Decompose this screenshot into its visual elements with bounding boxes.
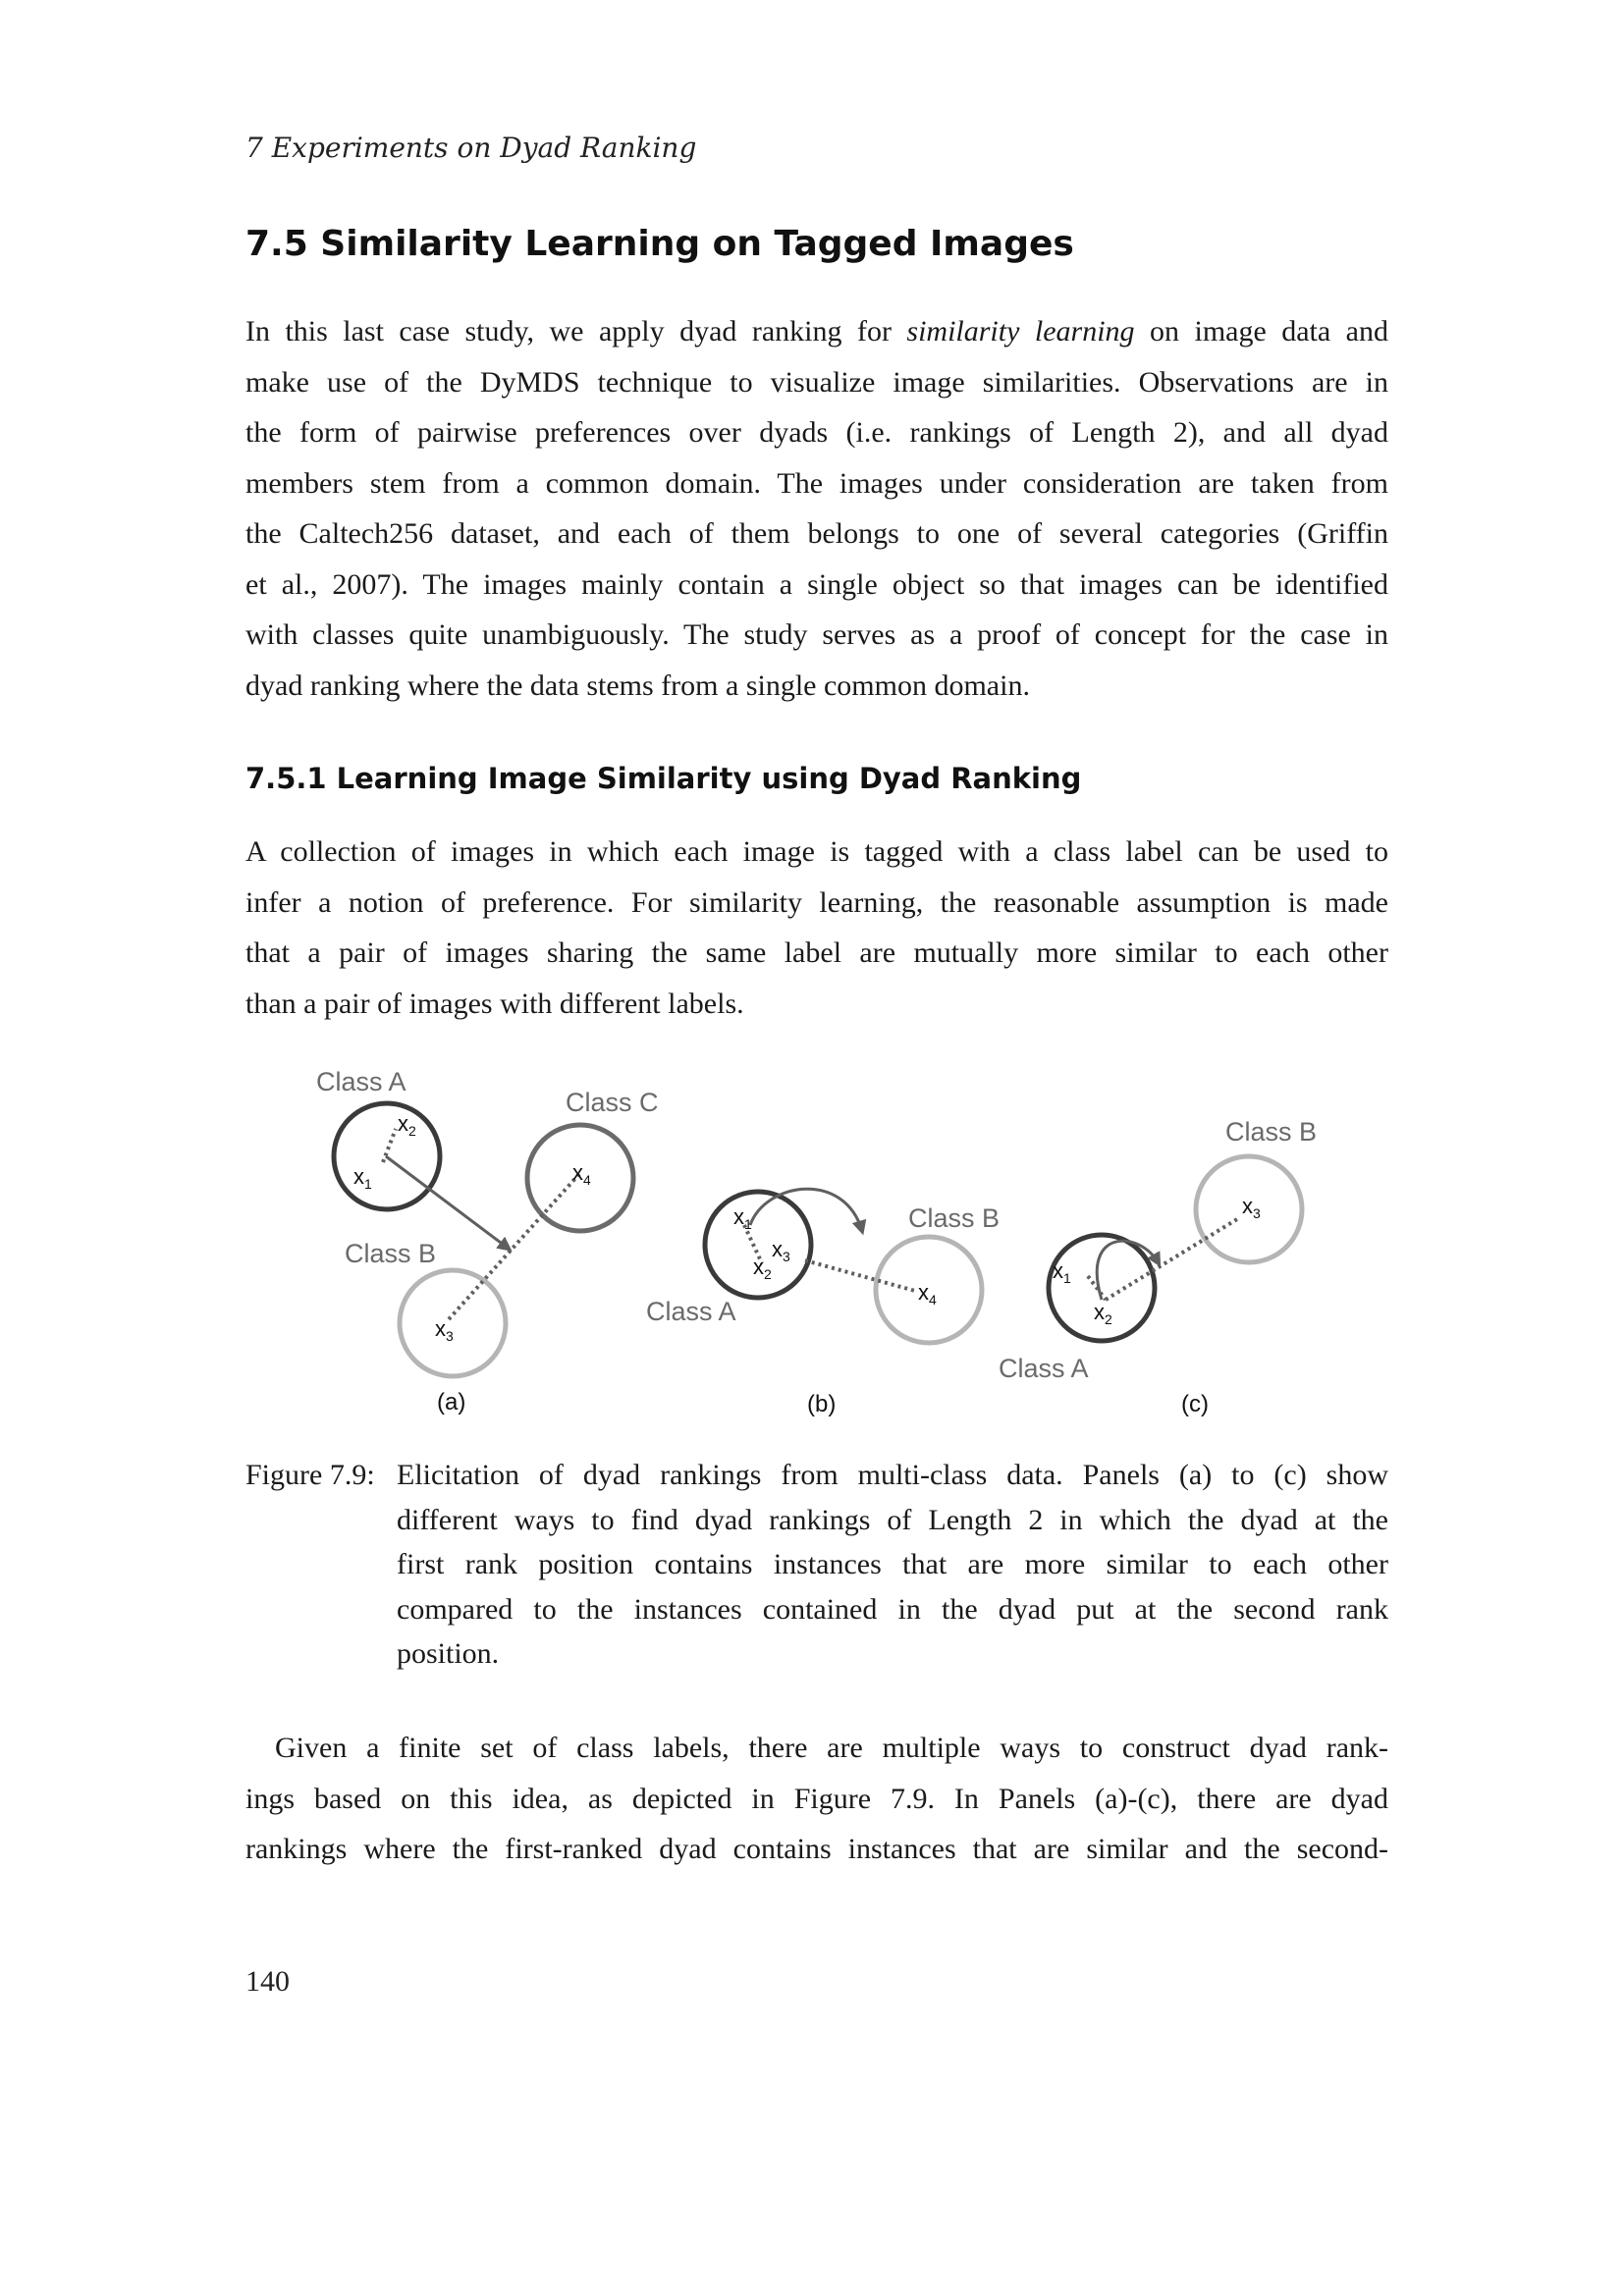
paragraph-line: the form of pairwise preferences over dyads (i.e. rankings of Length 2), and all dyad	[245, 416, 1388, 449]
figure-diagram	[295, 1052, 1375, 1435]
label-x2: $x_2$	[753, 1255, 772, 1282]
paragraph-line: the Caltech256 dataset, and each of them belongs to one of several categories (Griffin	[245, 517, 1388, 550]
panel-b-label: (b)	[807, 1391, 837, 1417]
page-number: 140	[245, 1965, 290, 1998]
dotted-link-x2-x3	[1106, 1219, 1237, 1300]
label-x4: $x_4$	[572, 1160, 591, 1188]
caption-line: first rank position contains instances that are more similar to each other	[397, 1548, 1388, 1580]
paragraph-line: dyad ranking where the data stems from a single common domain.	[245, 668, 1030, 702]
label-x1: $x_1$	[353, 1164, 372, 1192]
panel-c-label: (c)	[1181, 1391, 1209, 1417]
paragraph-line: ings based on this idea, as depicted in Figure 7.9. In Panels (a)-(c), there are dyad	[245, 1782, 1388, 1815]
paragraph-line: rankings where the first-ranked dyad contains instances that are similar and the second-	[245, 1833, 1388, 1865]
paragraph-line: than a pair of images with different labels.	[245, 987, 744, 1020]
panel-b	[646, 1189, 1000, 1417]
subsection-paragraph	[245, 827, 1388, 1029]
panel-a-label: (a)	[437, 1389, 466, 1415]
running-head: 7 Experiments on Dyad Ranking	[245, 132, 697, 164]
section-title: 7.5 Similarity Learning on Tagged Images	[245, 224, 1074, 264]
label-class-b: Class B	[345, 1239, 437, 1268]
caption-label: Figure 7.9:	[245, 1459, 375, 1491]
caption-line: different ways to find dyad rankings of Length 2 in which the dyad at the	[397, 1503, 1388, 1536]
label-x3: $x_3$	[772, 1237, 790, 1264]
caption-line: compared to the instances contained in the dyad put at the second rank	[397, 1592, 1388, 1626]
class-b-circle	[400, 1270, 506, 1376]
label-x2: $x_2$	[1094, 1300, 1112, 1327]
label-class-b: Class B	[1225, 1117, 1318, 1147]
paragraph-line: with classes quite unambiguously. The study serves as a proof of concept for the case in	[245, 618, 1388, 651]
dotted-link-x3-x4	[805, 1260, 915, 1291]
emphasis-similarity-learning: similarity learning	[906, 315, 1135, 347]
paragraph-line: Given a finite set of class labels, there are multiple ways to construct dyad rank-	[275, 1732, 1388, 1764]
paragraph-line: make use of the DyMDS technique to visualize image similarities. Observations are in	[245, 365, 1388, 399]
paragraph-line: et al., 2007). The images mainly contain a single object so that images can be identified	[245, 567, 1388, 601]
paragraph-line: In this last case study, we apply dyad ranking for similarity learning on image data and	[245, 315, 1388, 347]
closing-paragraph	[245, 1723, 1388, 1875]
figure-7-9	[295, 1052, 1375, 1435]
intro-paragraph	[245, 306, 1388, 711]
panel-a	[316, 1067, 659, 1415]
label-x4: $x_4$	[918, 1280, 937, 1308]
label-x3: $x_3$	[435, 1316, 454, 1344]
label-class-a: Class A	[646, 1297, 736, 1326]
label-class-a: Class A	[316, 1067, 406, 1096]
paragraph-line: that a pair of images sharing the same label are mutually more similar to each other	[245, 936, 1388, 969]
label-x2: $x_2$	[398, 1111, 416, 1139]
panel-c	[999, 1117, 1317, 1417]
label-x3: $x_3$	[1242, 1194, 1261, 1221]
caption-line: position.	[397, 1637, 500, 1670]
label-x1: $x_1$	[1053, 1258, 1071, 1286]
label-class-b: Class B	[908, 1203, 1001, 1233]
label-class-c: Class C	[566, 1088, 659, 1117]
dotted-link-x3-x4	[449, 1174, 579, 1319]
class-b-circle	[876, 1237, 982, 1343]
label-x1: $x_1$	[733, 1204, 752, 1232]
class-a-circle	[705, 1192, 811, 1298]
paragraph-line: A collection of images in which each image is tagged with a class label can be used to	[245, 835, 1388, 868]
paragraph-line: members stem from a common domain. The images under consideration are taken from	[245, 466, 1388, 500]
caption-text	[397, 1453, 1388, 1677]
caption-line: Elicitation of dyad rankings from multi-class data. Panels (a) to (c) show	[397, 1459, 1388, 1491]
label-class-a: Class A	[999, 1354, 1089, 1383]
subsection-title: 7.5.1 Learning Image Similarity using Dyad Ranking	[245, 762, 1082, 795]
arrow-dyad-a	[386, 1156, 509, 1249]
paragraph-line: infer a notion of preference. For similarity learning, the reasonable assumption is made	[245, 885, 1388, 919]
